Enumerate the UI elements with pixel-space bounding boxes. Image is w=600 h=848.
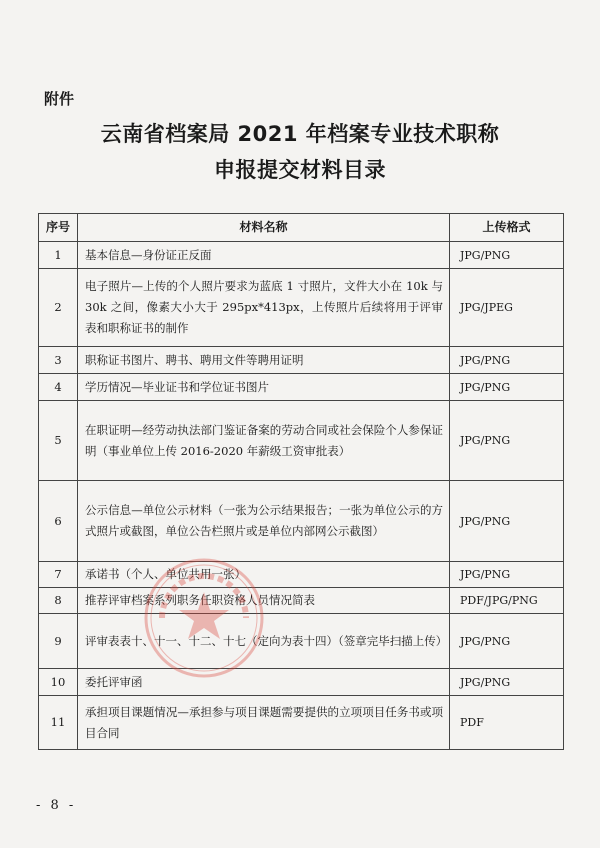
upload-format: JPG/PNG xyxy=(450,374,564,401)
row-number: 5 xyxy=(39,401,78,481)
upload-format: JPG/PNG xyxy=(450,562,564,588)
material-name: 承诺书（个人、单位共用一张） xyxy=(78,562,450,588)
upload-format: JPG/PNG xyxy=(450,401,564,481)
material-name: 承担项目课题情况—承担参与项目课题需要提供的立项项目任务书或项目合同 xyxy=(78,696,450,750)
upload-format: PDF xyxy=(450,696,564,750)
table-row xyxy=(39,401,564,481)
material-name: 学历情况—毕业证书和学位证书图片 xyxy=(78,374,450,401)
table-row xyxy=(39,562,564,588)
upload-format: JPG/JPEG xyxy=(450,269,564,347)
upload-format: JPG/PNG xyxy=(450,481,564,562)
table-header-row xyxy=(39,214,564,242)
row-number: 8 xyxy=(39,588,78,614)
table-row xyxy=(39,374,564,401)
row-number: 7 xyxy=(39,562,78,588)
material-name: 电子照片—上传的个人照片要求为蓝底 1 寸照片，文件大小在 10k 与 30k 之间，像素大小大于 295px*413px，上传照片后续将用于评审表和职称证书的制作 xyxy=(78,269,450,347)
row-number: 6 xyxy=(39,481,78,562)
page-number: - 8 - xyxy=(36,798,77,813)
upload-format: PDF/JPG/PNG xyxy=(450,588,564,614)
row-number: 4 xyxy=(39,374,78,401)
row-number: 1 xyxy=(39,242,78,269)
upload-format: JPG/PNG xyxy=(450,242,564,269)
column-header-no: 序号 xyxy=(39,214,78,242)
document-title-line2: 申报提交材料目录 xyxy=(214,158,386,182)
material-name: 基本信息—身份证正反面 xyxy=(78,242,450,269)
material-name: 评审表表十、十一、十二、十七（定向为表十四）（签章完毕扫描上传） xyxy=(78,614,450,669)
upload-format: JPG/PNG xyxy=(450,669,564,696)
row-number: 9 xyxy=(39,614,78,669)
table-row xyxy=(39,481,564,562)
material-name: 职称证书图片、聘书、聘用文件等聘用证明 xyxy=(78,347,450,374)
material-name: 委托评审函 xyxy=(78,669,450,696)
table-row xyxy=(39,269,564,347)
upload-format: JPG/PNG xyxy=(450,347,564,374)
materials-table xyxy=(38,213,564,750)
table-row xyxy=(39,669,564,696)
row-number: 11 xyxy=(39,696,78,750)
table-row xyxy=(39,347,564,374)
row-number: 10 xyxy=(39,669,78,696)
table-row xyxy=(39,588,564,614)
material-name: 在职证明—经劳动执法部门鉴证备案的劳动合同或社会保险个人参保证明（事业单位上传 2016-2020 年薪级工资审批表） xyxy=(78,401,450,481)
column-header-format: 上传格式 xyxy=(450,214,564,242)
material-name: 推荐评审档案系列职务任职资格人员情况简表 xyxy=(78,588,450,614)
material-name: 公示信息—单位公示材料（一张为公示结果报告；一张为单位公示的方式照片或截图，单位公告栏照片或是单位内部网公示截图） xyxy=(78,481,450,562)
attachment-label: 附件 xyxy=(44,90,75,108)
column-header-name: 材料名称 xyxy=(78,214,450,242)
row-number: 2 xyxy=(39,269,78,347)
row-number: 3 xyxy=(39,347,78,374)
upload-format: JPG/PNG xyxy=(450,614,564,669)
table-row xyxy=(39,696,564,750)
table-row xyxy=(39,242,564,269)
document-title-line1: 云南省档案局 2021 年档案专业技术职称 xyxy=(100,122,500,146)
table-row xyxy=(39,614,564,669)
